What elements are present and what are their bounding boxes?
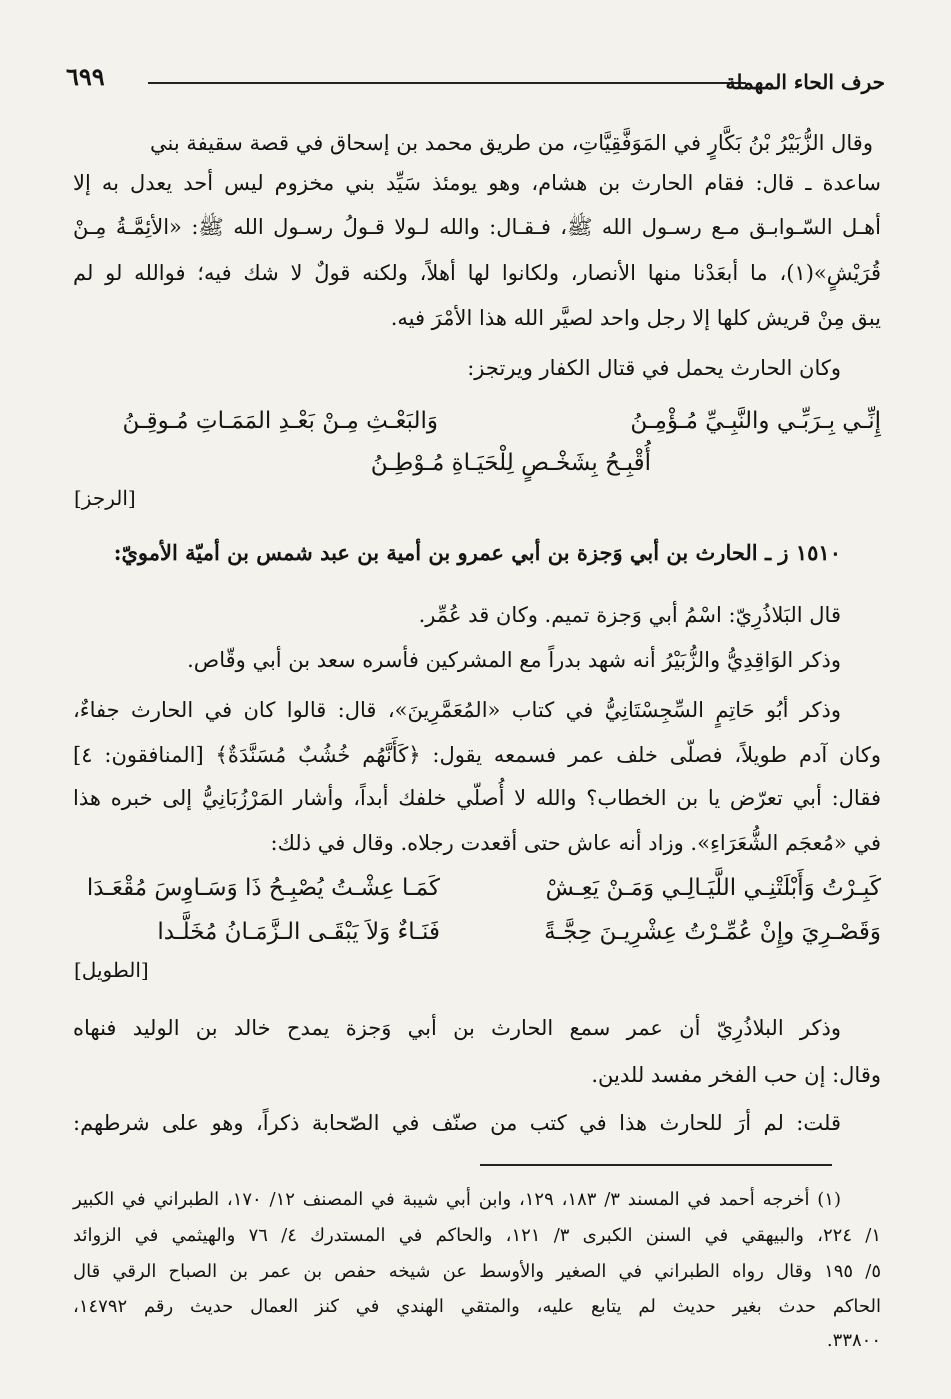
body-line: وقال الزُّبَيْرُ بْنُ بَكَّارٍ في المَوَفَّقِيَّاتِ، من طريق محمد بن إسحاق في قصة سقيفة بني <box>150 131 873 155</box>
footnote-line: (١) أخرجه أحمد في المسند ٣/ ١٨٣، ١٢٩، وابن أبي شيبة في المصنف ١٢/ ١٧٠، الطبراني في الكبير <box>73 1189 841 1210</box>
body-line: في «مُعجَم الشُّعَرَاءِ». وزاد أنه عاش حتى أقعدت رجلاه. وقال في ذلك: <box>270 831 881 855</box>
running-title: حرف الحاء المهملة <box>725 70 885 94</box>
body-line: وذكر البلاذُرِيّ أن عمر سمع الحارث بن أبي وَجزة يمدح خالد بن الوليد فنهاه <box>73 1016 841 1040</box>
header-rule <box>148 82 746 84</box>
poem-meter: [الطويل] <box>74 958 149 982</box>
verse-hemistich: فَنَـاءٌ وَلاَ يَبْقَـى الـزَّمَـانُ مُخَلَّـدا <box>157 919 440 945</box>
verse-hemistich: إِنِّـي بِـرَبِّـي والنَّبِـيِّ مُـؤْمِـنُ <box>630 408 881 434</box>
verse-hemistich: وَقَصْـرِيَ وإِنْ عُمِّـرْتُ عِشْرِيـنَ حِجَّـةً <box>544 919 881 945</box>
footnote-rule <box>480 1164 832 1166</box>
body-line: وكان الحارث يحمل في قتال الكفار ويرتجز: <box>467 356 841 380</box>
body-line: وذكر الوَاقِدِيُّ والزُّبَيْرُ أنه شهد بدراً مع المشركين فأسره سعد بن أبي وقّاص. <box>187 648 841 672</box>
entry-heading: ١٥١٠ ز ـ الحارث بن أبي وَجزة بن أبي عمرو بن أمية بن عبد شمس بن أميّة الأمويّ: <box>113 540 841 565</box>
body-line: فقال: أبي تعرّض يا بن الخطاب؟ والله لا أُصلّي خلفك أبداً، وأشار المَرْزُبَانِيُّ إلى خبره هذا <box>73 786 881 810</box>
body-line: وقال: إن حب الفخر مفسد للدين. <box>591 1063 881 1087</box>
body-line: قال البَلاذُرِيّ: اسْمُ أبي وَجزة تميم. وكان قد عُمِّر. <box>418 603 841 627</box>
body-line: قُرَيْشٍ»(١)، ما أبعَدْنا منها الأنصار، ولكانوا لها أهلاً، ولكنه قولٌ لا شك فيه؛ فوالله لو لم <box>73 261 881 285</box>
body-line: أهـل السّـوابـق مـع رسـول الله ﷺ، فـقـال: والله لـولا قـولُ رسـول الله ﷺ: «الأئِمَّـةُ مِـنْ <box>73 215 881 239</box>
body-line: يبق مِنْ قريش كلها إلا رجل واحد لصيَّر الله هذا الأمْرَ فيه. <box>390 306 881 330</box>
footnote-line: ١/ ٢٢٤، والبيهقي في السنن الكبرى ٣/ ١٢١، والحاكم في المستدرك ٤/ ٧٦ والهيثمي في الزوائد <box>73 1225 881 1246</box>
poem-meter: [الرجز] <box>74 486 136 510</box>
body-line: ساعدة ـ قال: فقام الحارث بن هشام، وهو يومئذ سَيِّد بني مخزوم ليس أحد يعدل به إلا <box>73 171 881 195</box>
verse-hemistich: كَمَـا عِشْـتُ يُصْبِـحُ ذَا وَسَـاوِسَ مُقْعَـدَا <box>86 875 440 901</box>
footnote-line: ٣٣٨٠٠. <box>826 1330 881 1351</box>
body-line: قلت: لم أرَ للحارث هذا في كتب من صنّف في الصّحابة ذكراً، وهو على شرطهم: <box>73 1111 841 1135</box>
verse-hemistich: وَالبَعْـثِ مِـنْ بَعْـدِ المَمَـاتِ مُـوقِـنُ <box>122 408 438 434</box>
body-line: وذكر أبُو حَاتِمٍ السِّجِسْتَانِيُّ في كتاب «المُعَمَّرِينَ»، قال: قالوا كان في الحارث جفاءٌ، <box>73 698 841 722</box>
page-number: ٦٩٩ <box>66 62 105 91</box>
footnote-line: الحاكم حدث بغير حديث لم يتابع عليه، والمتقي الهندي في كنز العمال حديث رقم ١٤٧٩٢، <box>73 1296 881 1317</box>
body-line: وكان آدم طويلاً، فصلّى خلف عمر فسمعه يقول: ﴿كَأَنَّهُم خُشُبٌ مُسَنَّدَةٌ﴾ [المنافقون: ٤] <box>73 743 881 767</box>
verse-hemistich: أُقْبِـحُ بِشَخْـصٍ لِلْحَيَـاةِ مُـوْطِـنُ <box>370 450 651 476</box>
footnote-line: ٥/ ١٩٥ وقال رواه الطبراني في الصغير والأوسط عن شيخه حفص بن عمر بن الصباح الرقي قال <box>73 1261 881 1282</box>
verse-hemistich: كَبِـرْتُ وَأَبْلَتْنِـي اللَّيَـالِـي وَمَـنْ يَعِـشْ <box>545 875 881 901</box>
